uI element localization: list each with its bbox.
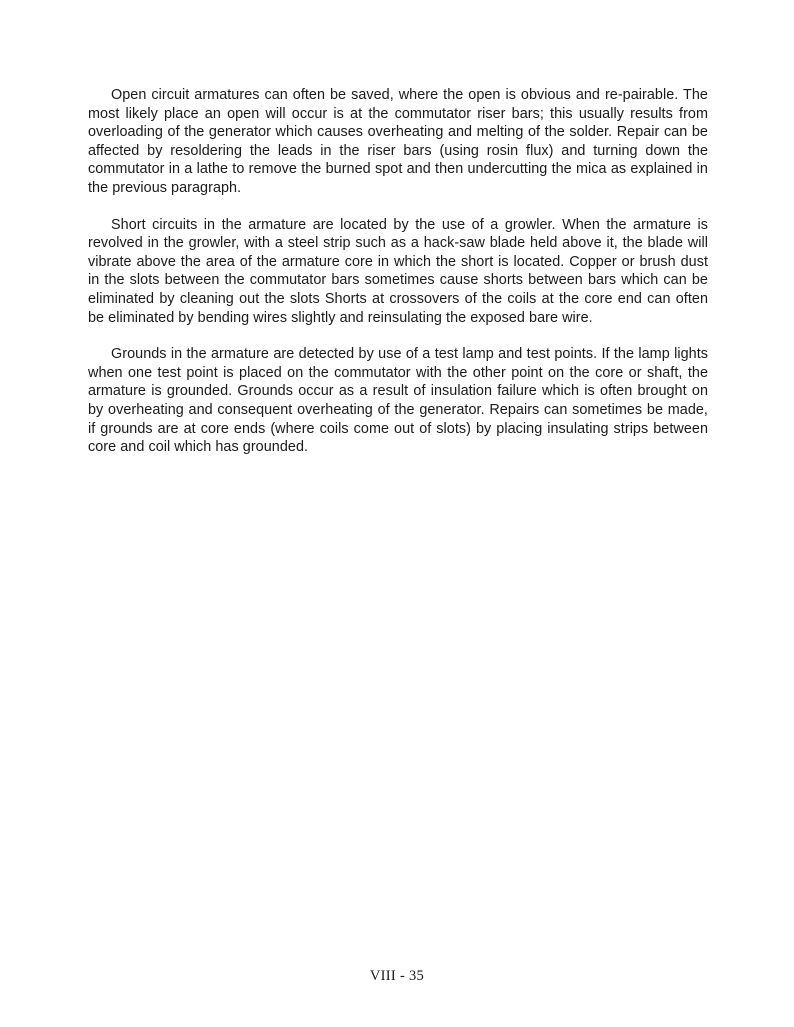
- paragraph-open-circuit: Open circuit armatures can often be saved, where the open is obvious and re-pairable. The most likely place an open will occur is at the commutator riser bars; this usually results from overloading of the generator which causes overheating and melting of the solder. Repair can be affected by resoldering the leads in the riser bars (using rosin flux) and turning down the commutator in a lathe to remove the burned spot and then undercutting the mica as explained in the previous paragraph.: [88, 87, 708, 196]
- paragraph-grounds: Grounds in the armature are detected by use of a test lamp and test points. If the lamp lights when one test point is placed on the commutator with the other point on the core or shaft, the armature is grounded. Grounds occur as a result of insulation failure which is often brought on by overheating and consequent overheating of the generator. Repairs can sometimes be made, if grounds are at core ends (where coils come out of slots) by placing insulating strips between core and coil which has grounded.: [88, 346, 708, 456]
- body-text: [88, 86, 708, 457]
- page-number: VIII - 35: [369, 968, 425, 984]
- paragraph-short-circuits: Short circuits in the armature are located by the use of a growler. When the armature is revolved in the growler, with a steel strip such as a hack-saw blade held above it, the blade will vibrate above the area of the armature core in which the short is located. Copper or brush dust in the slots between the commutator bars sometimes cause shorts between bars which can be eliminated by cleaning out the slots Shorts at crossovers of the coils at the core end can often be eliminated by bending wires slightly and reinsulating the exposed bare wire.: [88, 216, 708, 326]
